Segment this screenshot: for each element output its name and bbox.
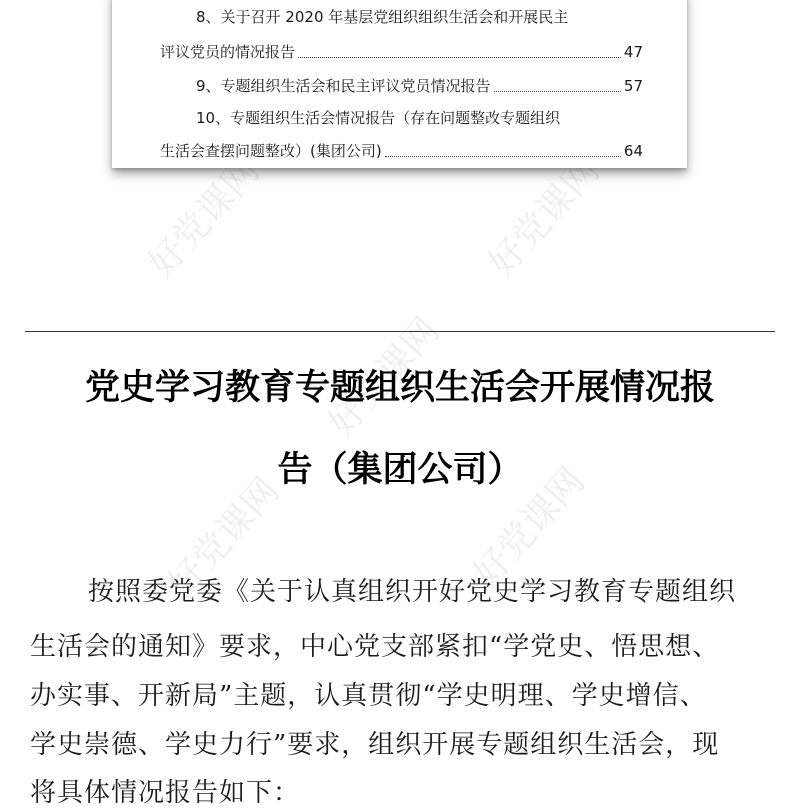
- leader-dots: [298, 57, 621, 58]
- toc-item-9-text: 9、专题组织生活会和民主评议党员情况报告: [196, 77, 491, 95]
- watermark: 好党课网: [320, 310, 448, 445]
- document-title-line2: 告（集团公司）: [277, 450, 523, 490]
- watermark: 好党课网: [480, 150, 608, 285]
- section-divider: [25, 331, 775, 332]
- paragraph-line: 将具体情况报告如下：: [30, 778, 301, 808]
- watermark: 好党课网: [160, 470, 288, 605]
- paragraph-line: 学史崇德、学史力行”要求，组织开展专题组织生活会，现: [30, 730, 720, 760]
- watermark: 好党课网: [140, 150, 268, 285]
- toc-item-9-page: 57: [623, 77, 643, 95]
- toc-item-10-page: 64: [623, 142, 643, 160]
- toc-item-10-line1: 10、专题组织生活会情况报告（存在问题整改专题组织: [196, 109, 561, 127]
- toc-item-8-line2: 评议党员的情况报告: [160, 43, 296, 61]
- toc-item-9-entry[interactable]: [196, 76, 643, 96]
- paragraph-line: 按照委党委《关于认真组织开好党史学习教育专题组织: [88, 577, 737, 607]
- toc-item-8-page: 47: [623, 43, 643, 61]
- toc-item-10-entry[interactable]: [160, 141, 643, 161]
- paragraph-line: 生活会的通知》要求，中心党支部紧扣“学党史、悟思想、: [30, 632, 720, 662]
- leader-dots: [385, 156, 621, 157]
- toc-item-8-entry[interactable]: [160, 42, 643, 62]
- toc-item-8-line1: 8、关于召开 2020 年基层党组织组织生活会和开展民主: [196, 8, 569, 26]
- document-title-line1: 党史学习教育专题组织生活会开展情况报: [84, 368, 715, 408]
- paragraph-line: 办实事、开新局”主题，认真贯彻“学史明理、学史增信、: [30, 681, 707, 711]
- toc-item-10-line2: 生活会查摆问题整改）(集团公司): [160, 142, 382, 160]
- table-of-contents-card: [112, 0, 687, 168]
- watermark: 好党课网: [465, 460, 593, 595]
- leader-dots: [494, 91, 621, 92]
